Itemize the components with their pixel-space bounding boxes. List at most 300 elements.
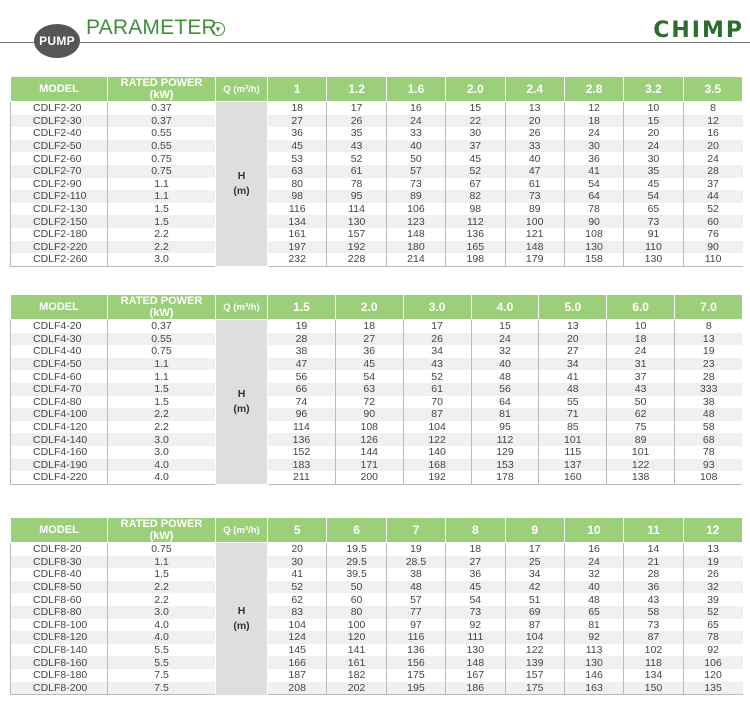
- head-value-cell: 62: [607, 408, 675, 421]
- table-row: [11, 358, 743, 371]
- head-value-cell: 36: [268, 127, 327, 140]
- head-value-cell: 52: [268, 581, 327, 594]
- head-value-cell: 28: [268, 333, 336, 346]
- model-cell: CDLF4-30: [11, 333, 108, 346]
- head-value-cell: 39: [683, 593, 742, 606]
- rated-power-cell: 1.5: [108, 215, 216, 228]
- head-value-cell: 61: [403, 383, 471, 396]
- head-value-cell: 161: [268, 228, 327, 241]
- head-value-cell: 75: [607, 421, 675, 434]
- cdlf4-parameter-table: [10, 294, 743, 485]
- model-cell: CDLF4-50: [11, 358, 108, 371]
- head-value-cell: 26: [683, 568, 742, 581]
- head-value-cell: 95: [471, 421, 539, 434]
- head-value-cell: 214: [386, 253, 445, 266]
- head-value-cell: 33: [386, 127, 445, 140]
- head-value-cell: 21: [624, 556, 683, 569]
- head-value-cell: 122: [505, 644, 564, 657]
- head-value-cell: 90: [683, 241, 742, 254]
- head-value-cell: 15: [471, 320, 539, 333]
- table-row: [11, 190, 743, 203]
- head-value-cell: 53: [268, 152, 327, 165]
- col-header-rated-power: RATED POWER (kW): [108, 518, 216, 543]
- head-value-cell: 16: [683, 127, 742, 140]
- rated-power-cell: 2.2: [108, 421, 216, 434]
- head-value-cell: 37: [446, 140, 505, 153]
- rated-power-cell: 0.75: [108, 152, 216, 165]
- head-value-cell: 35: [327, 127, 386, 140]
- head-value-cell: 171: [335, 459, 403, 472]
- head-value-cell: 130: [327, 215, 386, 228]
- head-value-cell: 16: [386, 102, 445, 115]
- head-value-cell: 198: [446, 253, 505, 266]
- table-row: [11, 593, 743, 606]
- rated-power-cell: 4.0: [108, 631, 216, 644]
- head-value-cell: 160: [539, 471, 607, 484]
- head-value-cell: 45: [446, 152, 505, 165]
- table-row: [11, 568, 743, 581]
- head-value-cell: 48: [386, 581, 445, 594]
- table-row: [11, 115, 743, 128]
- col-header-flow-value: 3.0: [403, 295, 471, 320]
- model-cell: CDLF2-40: [11, 127, 108, 140]
- head-value-cell: 40: [471, 358, 539, 371]
- head-value-cell: 60: [327, 593, 386, 606]
- rated-power-cell: 2.2: [108, 593, 216, 606]
- head-value-cell: 87: [505, 619, 564, 632]
- col-header-flow-value: 11: [624, 518, 683, 543]
- head-value-cell: 65: [564, 606, 623, 619]
- rated-power-cell: 0.75: [108, 165, 216, 178]
- head-value-cell: 37: [607, 370, 675, 383]
- head-value-cell: 104: [403, 421, 471, 434]
- head-value-cell: 116: [268, 203, 327, 216]
- table-row: [11, 433, 743, 446]
- head-value-cell: 41: [268, 568, 327, 581]
- table-row: [11, 682, 743, 695]
- head-value-cell: 63: [268, 165, 327, 178]
- head-value-cell: 104: [505, 631, 564, 644]
- head-value-cell: 92: [683, 644, 742, 657]
- head-value-cell: 50: [386, 152, 445, 165]
- head-value-cell: 30: [446, 127, 505, 140]
- head-unit-label: [216, 320, 268, 485]
- head-value-cell: 148: [446, 656, 505, 669]
- model-cell: CDLF8-200: [11, 682, 108, 695]
- head-value-cell: 80: [327, 606, 386, 619]
- col-header-flow-value: 1.2: [327, 77, 386, 102]
- model-cell: CDLF2-150: [11, 215, 108, 228]
- head-value-cell: 29.5: [327, 556, 386, 569]
- head-value-cell: 141: [327, 644, 386, 657]
- head-value-cell: 65: [624, 203, 683, 216]
- head-value-cell: 61: [327, 165, 386, 178]
- head-unit: (m): [233, 403, 250, 416]
- head-value-cell: 73: [624, 619, 683, 632]
- head-value-cell: 77: [386, 606, 445, 619]
- col-header-model: MODEL: [11, 295, 108, 320]
- head-value-cell: 108: [675, 471, 743, 484]
- head-value-cell: 73: [505, 190, 564, 203]
- head-value-cell: 36: [624, 581, 683, 594]
- table-row: [11, 459, 743, 472]
- header-row: [11, 295, 743, 320]
- head-value-cell: 165: [446, 241, 505, 254]
- head-value-cell: 78: [564, 203, 623, 216]
- head-value-cell: 85: [539, 421, 607, 434]
- model-cell: CDLF4-220: [11, 471, 108, 484]
- head-value-cell: 69: [505, 606, 564, 619]
- head-value-cell: 92: [446, 619, 505, 632]
- head-unit: (m): [233, 185, 250, 198]
- head-unit-label: [216, 543, 268, 695]
- col-header-flow-value: 1.5: [268, 295, 336, 320]
- head-value-cell: 192: [403, 471, 471, 484]
- table-row: [11, 345, 743, 358]
- head-value-cell: 60: [683, 215, 742, 228]
- head-value-cell: 120: [327, 631, 386, 644]
- head-value-cell: 20: [683, 140, 742, 153]
- head-value-cell: 17: [327, 102, 386, 115]
- head-value-cell: 26: [403, 333, 471, 346]
- model-cell: CDLF8-30: [11, 556, 108, 569]
- head-value-cell: 95: [327, 190, 386, 203]
- head-value-cell: 44: [683, 190, 742, 203]
- head-value-cell: 138: [607, 471, 675, 484]
- head-value-cell: 24: [471, 333, 539, 346]
- head-value-cell: 28: [683, 165, 742, 178]
- head-value-cell: 130: [446, 644, 505, 657]
- head-value-cell: 10: [607, 320, 675, 333]
- model-cell: CDLF2-70: [11, 165, 108, 178]
- model-cell: CDLF8-20: [11, 543, 108, 556]
- head-value-cell: 15: [624, 115, 683, 128]
- col-header-flow-value: 1: [268, 77, 327, 102]
- head-value-cell: 32: [471, 345, 539, 358]
- head-value-cell: 37: [683, 178, 742, 191]
- head-value-cell: 197: [268, 241, 327, 254]
- head-value-cell: 152: [268, 446, 336, 459]
- head-value-cell: 114: [268, 421, 336, 434]
- model-cell: CDLF8-140: [11, 644, 108, 657]
- head-value-cell: 333: [675, 383, 743, 396]
- rated-power-cell: 1.1: [108, 370, 216, 383]
- head-value-cell: 19: [675, 345, 743, 358]
- col-header-flow-value: 7.0: [675, 295, 743, 320]
- head-value-cell: 57: [386, 165, 445, 178]
- model-cell: CDLF8-40: [11, 568, 108, 581]
- model-cell: CDLF2-50: [11, 140, 108, 153]
- model-cell: CDLF2-30: [11, 115, 108, 128]
- head-value-cell: 146: [564, 669, 623, 682]
- head-value-cell: 68: [675, 433, 743, 446]
- head-value-cell: 122: [607, 459, 675, 472]
- head-value-cell: 13: [505, 102, 564, 115]
- head-value-cell: 18: [564, 115, 623, 128]
- head-value-cell: 161: [327, 656, 386, 669]
- head-value-cell: 112: [471, 433, 539, 446]
- head-value-cell: 90: [564, 215, 623, 228]
- head-value-cell: 186: [446, 682, 505, 695]
- head-value-cell: 55: [539, 396, 607, 409]
- head-value-cell: 89: [607, 433, 675, 446]
- head-value-cell: 39.5: [327, 568, 386, 581]
- model-cell: CDLF8-100: [11, 619, 108, 632]
- head-value-cell: 52: [683, 203, 742, 216]
- head-value-cell: 87: [624, 631, 683, 644]
- model-cell: CDLF2-20: [11, 102, 108, 115]
- head-value-cell: 36: [564, 152, 623, 165]
- head-value-cell: 36: [335, 345, 403, 358]
- head-value-cell: 27: [268, 115, 327, 128]
- head-value-cell: 98: [446, 203, 505, 216]
- head-value-cell: 73: [446, 606, 505, 619]
- head-value-cell: 108: [564, 228, 623, 241]
- table-row: [11, 140, 743, 153]
- col-header-flow-value: 5.0: [539, 295, 607, 320]
- model-cell: CDLF8-120: [11, 631, 108, 644]
- model-cell: CDLF4-190: [11, 459, 108, 472]
- head-value-cell: 17: [505, 543, 564, 556]
- rated-power-cell: 3.0: [108, 433, 216, 446]
- table-row: [11, 228, 743, 241]
- head-value-cell: 32: [564, 568, 623, 581]
- head-value-cell: 130: [624, 253, 683, 266]
- rated-power-cell: 0.37: [108, 115, 216, 128]
- rated-power-cell: 4.0: [108, 619, 216, 632]
- head-value-cell: 66: [268, 383, 336, 396]
- table-row: [11, 178, 743, 191]
- head-value-cell: 166: [268, 656, 327, 669]
- head-value-cell: 148: [505, 241, 564, 254]
- col-header-flow-value: 2.0: [446, 77, 505, 102]
- head-value-cell: 108: [335, 421, 403, 434]
- head-value-cell: 19: [268, 320, 336, 333]
- header-row: [11, 77, 743, 102]
- table-row: [11, 606, 743, 619]
- head-value-cell: 30: [268, 556, 327, 569]
- table-row: [11, 383, 743, 396]
- head-value-cell: 91: [624, 228, 683, 241]
- head-value-cell: 81: [471, 408, 539, 421]
- head-value-cell: 41: [539, 370, 607, 383]
- head-value-cell: 45: [335, 358, 403, 371]
- rated-power-cell: 7.5: [108, 682, 216, 695]
- head-value-cell: 43: [607, 383, 675, 396]
- col-header-flow: Q (m³/h): [216, 77, 268, 102]
- rated-power-cell: 0.37: [108, 320, 216, 333]
- model-cell: CDLF2-180: [11, 228, 108, 241]
- model-cell: CDLF8-60: [11, 593, 108, 606]
- head-value-cell: 50: [607, 396, 675, 409]
- model-cell: CDLF8-180: [11, 669, 108, 682]
- col-header-flow-value: 9: [505, 518, 564, 543]
- head-value-cell: 48: [539, 383, 607, 396]
- head-value-cell: 26: [505, 127, 564, 140]
- head-value-cell: 25: [505, 556, 564, 569]
- head-value-cell: 113: [564, 644, 623, 657]
- head-value-cell: 43: [327, 140, 386, 153]
- rated-power-cell: 1.1: [108, 358, 216, 371]
- table-row: [11, 241, 743, 254]
- col-header-flow-value: 6: [327, 518, 386, 543]
- head-value-cell: 38: [386, 568, 445, 581]
- head-value-cell: 52: [403, 370, 471, 383]
- head-value-cell: 82: [446, 190, 505, 203]
- head-value-cell: 24: [683, 152, 742, 165]
- head-value-cell: 101: [607, 446, 675, 459]
- head-value-cell: 135: [683, 682, 742, 695]
- header-divider: [0, 42, 750, 43]
- head-value-cell: 31: [607, 358, 675, 371]
- head-value-cell: 24: [386, 115, 445, 128]
- head-value-cell: 20: [624, 127, 683, 140]
- head-value-cell: 47: [505, 165, 564, 178]
- table-row: [11, 333, 743, 346]
- col-header-flow-value: 1.6: [386, 77, 445, 102]
- head-value-cell: 48: [675, 408, 743, 421]
- head-value-cell: 13: [675, 333, 743, 346]
- head-value-cell: 18: [446, 543, 505, 556]
- head-value-cell: 18: [335, 320, 403, 333]
- table-row: [11, 631, 743, 644]
- head-value-cell: 12: [683, 115, 742, 128]
- head-value-cell: 156: [386, 656, 445, 669]
- model-cell: CDLF4-60: [11, 370, 108, 383]
- col-header-flow-value: 2.4: [505, 77, 564, 102]
- head-value-cell: 163: [564, 682, 623, 695]
- head-value-cell: 43: [624, 593, 683, 606]
- rated-power-cell: 0.55: [108, 127, 216, 140]
- table-row: [11, 320, 743, 333]
- head-value-cell: 45: [624, 178, 683, 191]
- head-value-cell: 40: [564, 581, 623, 594]
- head-value-cell: 15: [446, 102, 505, 115]
- model-cell: CDLF2-110: [11, 190, 108, 203]
- head-value-cell: 43: [403, 358, 471, 371]
- head-value-cell: 52: [446, 165, 505, 178]
- head-value-cell: 114: [327, 203, 386, 216]
- chevron-down-circle-icon[interactable]: ▾: [211, 22, 225, 36]
- head-value-cell: 102: [624, 644, 683, 657]
- head-value-cell: 202: [327, 682, 386, 695]
- table-row: [11, 446, 743, 459]
- head-value-cell: 126: [335, 433, 403, 446]
- rated-power-cell: 1.1: [108, 190, 216, 203]
- head-value-cell: 54: [446, 593, 505, 606]
- rated-power-cell: 5.5: [108, 656, 216, 669]
- rated-power-cell: 1.5: [108, 396, 216, 409]
- head-value-cell: 211: [268, 471, 336, 484]
- head-value-cell: 51: [505, 593, 564, 606]
- head-value-cell: 136: [446, 228, 505, 241]
- model-cell: CDLF2-260: [11, 253, 108, 266]
- head-value-cell: 124: [268, 631, 327, 644]
- head-value-cell: 54: [624, 190, 683, 203]
- head-value-cell: 76: [683, 228, 742, 241]
- head-value-cell: 145: [268, 644, 327, 657]
- head-value-cell: 32: [683, 581, 742, 594]
- head-value-cell: 192: [327, 241, 386, 254]
- rated-power-cell: 3.0: [108, 253, 216, 266]
- head-value-cell: 81: [564, 619, 623, 632]
- table-row: [11, 152, 743, 165]
- head-value-cell: 157: [505, 669, 564, 682]
- head-value-cell: 35: [624, 165, 683, 178]
- rated-power-cell: 0.55: [108, 140, 216, 153]
- model-cell: CDLF2-60: [11, 152, 108, 165]
- head-value-cell: 148: [386, 228, 445, 241]
- col-header-flow-value: 2.0: [335, 295, 403, 320]
- head-value-cell: 52: [327, 152, 386, 165]
- head-value-cell: 20: [505, 115, 564, 128]
- rated-power-cell: 5.5: [108, 644, 216, 657]
- head-value-cell: 50: [327, 581, 386, 594]
- model-cell: CDLF4-120: [11, 421, 108, 434]
- head-value-cell: 139: [505, 656, 564, 669]
- head-value-cell: 8: [683, 102, 742, 115]
- head-value-cell: 56: [268, 370, 336, 383]
- table-row: [11, 253, 743, 266]
- table-row: [11, 471, 743, 484]
- head-value-cell: 120: [683, 669, 742, 682]
- head-value-cell: 10: [624, 102, 683, 115]
- table-row: [11, 396, 743, 409]
- rated-power-cell: 1.1: [108, 556, 216, 569]
- model-cell: CDLF4-140: [11, 433, 108, 446]
- head-value-cell: 28: [675, 370, 743, 383]
- head-value-cell: 19: [386, 543, 445, 556]
- model-cell: CDLF2-130: [11, 203, 108, 216]
- head-value-cell: 98: [268, 190, 327, 203]
- head-value-cell: 24: [564, 556, 623, 569]
- head-value-cell: 178: [471, 471, 539, 484]
- head-value-cell: 96: [268, 408, 336, 421]
- head-value-cell: 112: [446, 215, 505, 228]
- table-row: [11, 408, 743, 421]
- head-value-cell: 129: [471, 446, 539, 459]
- head-value-cell: 58: [675, 421, 743, 434]
- head-value-cell: 24: [607, 345, 675, 358]
- head-value-cell: 92: [564, 631, 623, 644]
- col-header-flow-value: 8: [446, 518, 505, 543]
- head-value-cell: 200: [335, 471, 403, 484]
- rated-power-cell: 2.2: [108, 581, 216, 594]
- table-row: [11, 556, 743, 569]
- head-value-cell: 116: [386, 631, 445, 644]
- head-value-cell: 24: [624, 140, 683, 153]
- col-header-flow-value: 12: [683, 518, 742, 543]
- rated-power-cell: 1.5: [108, 203, 216, 216]
- model-cell: CDLF2-220: [11, 241, 108, 254]
- head-value-cell: 187: [268, 669, 327, 682]
- table-row: [11, 102, 743, 115]
- head-value-cell: 100: [327, 619, 386, 632]
- head-value-cell: 89: [505, 203, 564, 216]
- head-value-cell: 63: [335, 383, 403, 396]
- table-row: [11, 127, 743, 140]
- col-header-flow-value: 4.0: [471, 295, 539, 320]
- rated-power-cell: 2.2: [108, 241, 216, 254]
- head-value-cell: 19.5: [327, 543, 386, 556]
- page-header: [0, 0, 750, 64]
- table-row: [11, 619, 743, 632]
- head-value-cell: 22: [446, 115, 505, 128]
- col-header-flow: Q (m³/h): [216, 295, 268, 320]
- model-cell: CDLF8-50: [11, 581, 108, 594]
- head-label: H: [237, 170, 246, 183]
- head-value-cell: 144: [335, 446, 403, 459]
